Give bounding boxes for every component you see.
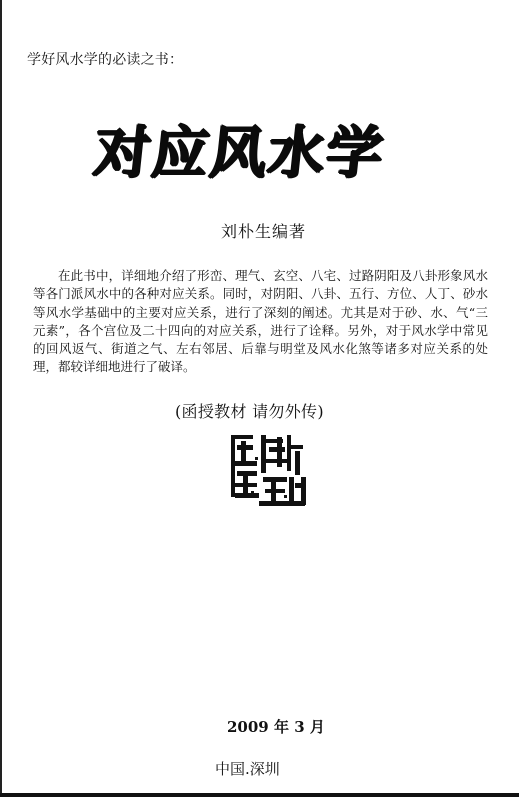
scan-edge-bottom bbox=[0, 793, 519, 797]
header-note: 学好风水学的必读之书： bbox=[27, 52, 184, 68]
book-title: 对应风水学 bbox=[90, 121, 388, 186]
author-line: 刘朴生编著 bbox=[221, 222, 307, 241]
restriction-note: (函授教材 请勿外传) bbox=[175, 402, 324, 421]
seal-icon bbox=[229, 431, 309, 509]
book-description: 在此书中，详细地介绍了形峦、理气、玄空、八宅、过路阴阳及八卦形象风水等各门派风水中的各种对应关系。同时，对阴阳、八卦、五行、方位、人丁、砂水等风水学基础中的主要对应关系，进行了深刻的阐述。尤其是对于砂、水、气“三元素”，各个宫位及二十四向的对应关系，进行了诠释。另外，对于风水学中常见的回风返气、街道之气、左右邻居、后靠与明堂及风水化煞等诸多对应关系的处理，都较详细地进行了破译。 bbox=[33, 268, 488, 375]
publication-date: 2009 年 3 月 bbox=[227, 718, 325, 736]
scan-edge-left bbox=[0, 0, 2, 797]
publication-location: 中国.深圳 bbox=[215, 760, 280, 778]
